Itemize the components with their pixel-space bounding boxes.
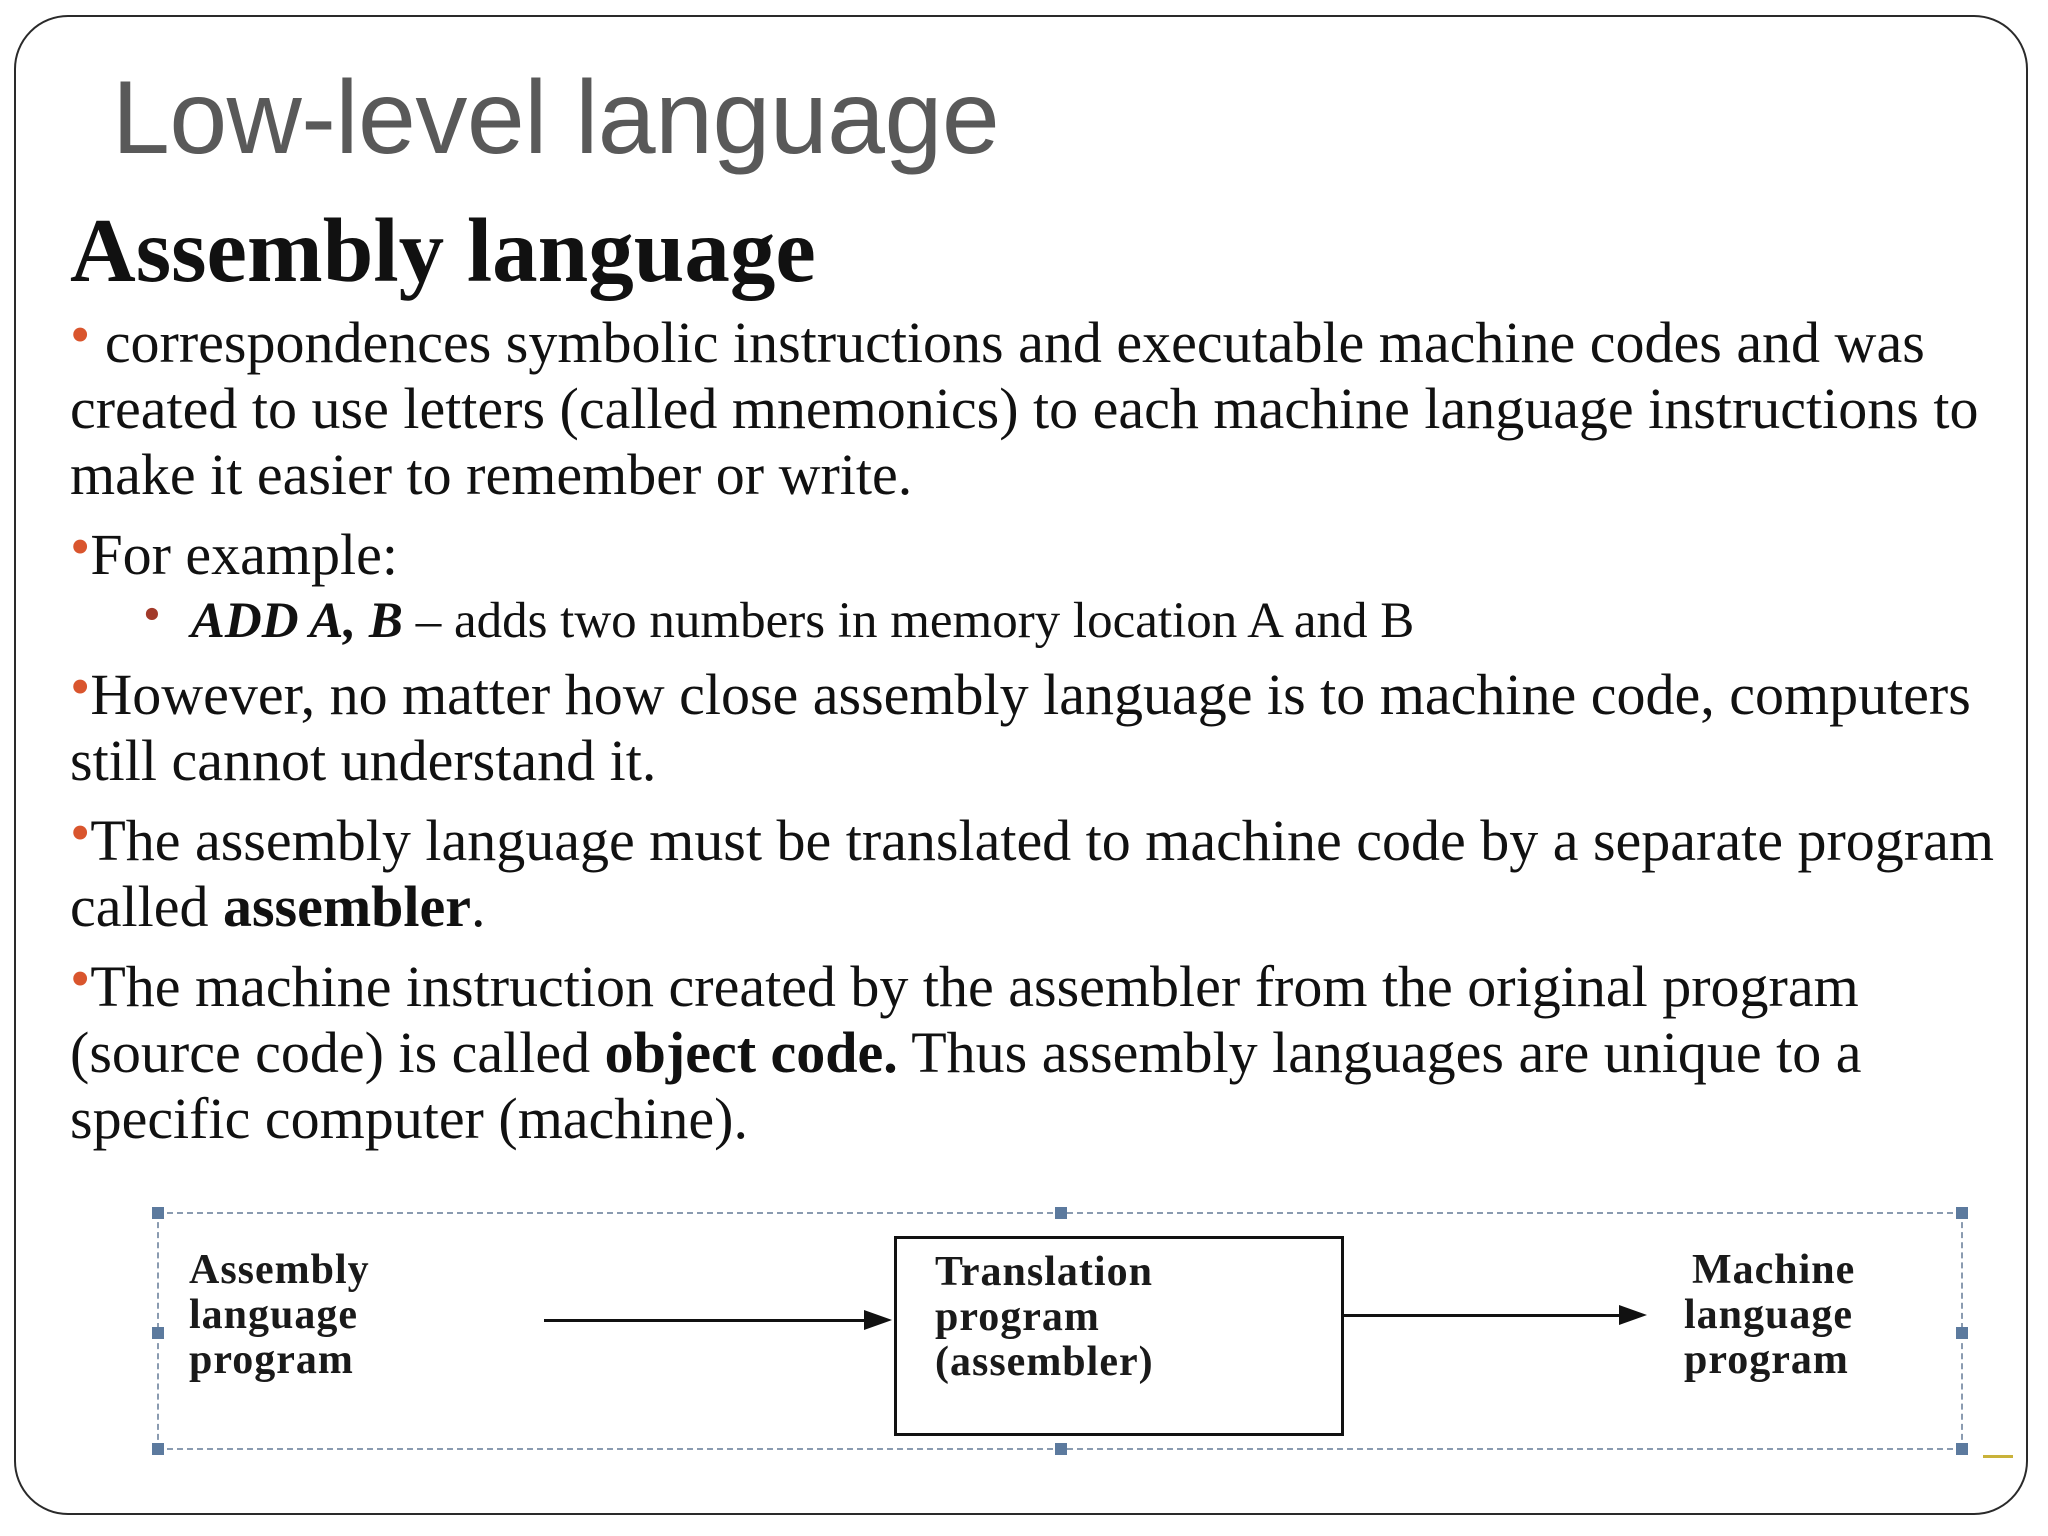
bullet-icon: • [70, 514, 91, 579]
bullet-paragraph-5 [70, 946, 2005, 1152]
translator-label [935, 1250, 1154, 1385]
output-label [1684, 1248, 1855, 1383]
arrow-head-2 [1619, 1305, 1647, 1325]
paragraph-text-end: Thus assembly languages are unique to a specific computer (machine). [70, 1020, 1862, 1151]
corner-mark [1983, 1455, 2013, 1458]
section-heading: Assembly language [70, 200, 816, 301]
arrow-line-2 [1344, 1314, 1634, 1317]
paragraph-text-end: . [471, 874, 486, 939]
output-label-line: language [1684, 1292, 1854, 1338]
source-label-line: program [189, 1337, 354, 1383]
selection-handle[interactable] [1055, 1443, 1067, 1455]
selection-handle[interactable] [1956, 1207, 1968, 1219]
output-label-line: Machine [1692, 1247, 1856, 1293]
paragraph-text: However, no matter how close assembly language is to machine code, computers still cannot understand it. [70, 662, 1971, 793]
slide-title: Low-level language [112, 60, 1000, 176]
arrow-line-1 [544, 1319, 884, 1322]
arrow-head-1 [864, 1310, 892, 1330]
bullet-icon: • [70, 302, 91, 367]
bullet-paragraph-4 [70, 800, 2005, 940]
slide-content [70, 200, 2005, 1166]
translator-label-line: (assembler) [935, 1339, 1154, 1385]
bullet-icon: • [70, 654, 91, 719]
selection-handle[interactable] [1055, 1207, 1067, 1219]
bullet-paragraph-2 [70, 514, 2005, 588]
sub-bullet-example [70, 587, 2005, 652]
bullet-paragraph-1 [70, 302, 2005, 508]
selection-handle[interactable] [1956, 1327, 1968, 1339]
paragraph-text: correspondences symbolic instructions and executable machine codes and was created to use letters (called mnemonics) to each machine language instructions to make it easier to remember or write. [70, 310, 1979, 507]
instruction-description: – adds two numbers in memory location A and B [415, 593, 1415, 649]
assembler-term: assembler [222, 874, 472, 939]
source-label [189, 1248, 370, 1383]
selection-handle[interactable] [1956, 1443, 1968, 1455]
assembler-flow-diagram [157, 1212, 1963, 1450]
object-code-term: object code. [604, 1020, 898, 1085]
bullet-paragraph-3 [70, 654, 2005, 794]
translator-label-line: program [935, 1294, 1100, 1340]
bullet-icon: • [70, 800, 91, 865]
bullet-icon: • [70, 946, 91, 1011]
selection-handle[interactable] [152, 1207, 164, 1219]
selection-handle[interactable] [152, 1327, 164, 1339]
sub-bullet-icon: • [143, 587, 161, 643]
instruction-example: ADD A, B [190, 593, 403, 649]
output-label-line: program [1684, 1337, 1849, 1383]
source-label-line: Assembly [189, 1247, 370, 1293]
translator-label-line: Translation [935, 1249, 1153, 1295]
selection-handle[interactable] [152, 1443, 164, 1455]
source-label-line: language [189, 1292, 359, 1338]
paragraph-text: For example: [90, 522, 398, 587]
paragraph-text: The machine instruction created by the assembler from the original program (source code) is called [70, 954, 1859, 1085]
paragraph-text: The assembly language must be translated to machine code by a separate program called [70, 808, 1994, 939]
